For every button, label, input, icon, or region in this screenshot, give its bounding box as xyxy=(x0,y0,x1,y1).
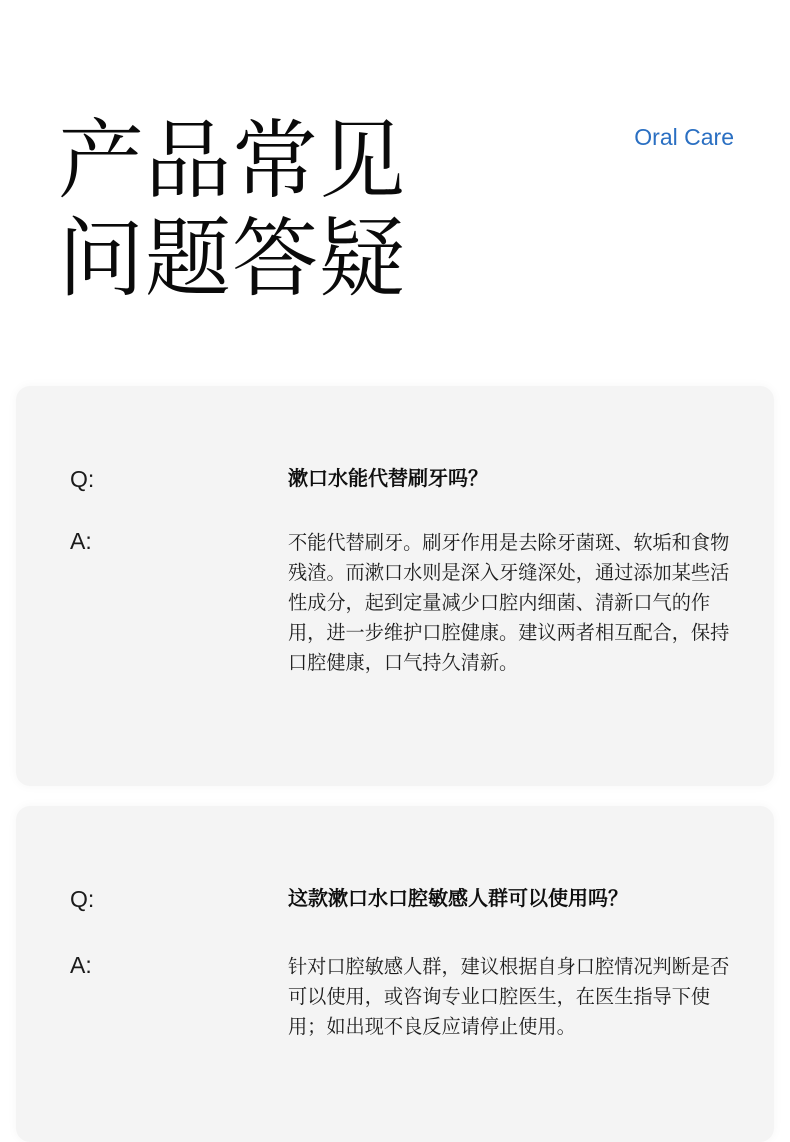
faq-card-1 xyxy=(16,386,774,786)
brand-label: Oral Care xyxy=(634,124,734,150)
answer-text: 不能代替刷牙。刷牙作用是去除牙菌斑、软垢和食物残渣。而漱口水则是深入牙缝深处，通过添加某些活性成分，起到定量减少口腔内细菌、清新口气的作用，进一步维护口腔健康。建议两者相互配合，保持口腔健康，口气持久清新。 xyxy=(288,531,730,674)
question-marker: Q: xyxy=(70,886,95,912)
question-text: 这款漱口水口腔敏感人群可以使用吗？ xyxy=(288,886,628,910)
page-title xyxy=(58,112,406,308)
faq-card-2 xyxy=(16,806,774,1142)
page-title-line-2: 问题答疑 xyxy=(58,209,406,309)
answer-text: 针对口腔敏感人群，建议根据自身口腔情况判断是否可以使用，或咨询专业口腔医生，在医生指导下使用；如出现不良反应请停止使用。 xyxy=(288,955,730,1038)
answer-marker: A: xyxy=(70,528,92,554)
page-title-line-1: 产品常见 xyxy=(58,111,406,211)
question-marker: Q: xyxy=(70,466,95,492)
answer-marker: A: xyxy=(70,952,92,978)
question-text: 漱口水能代替刷牙吗？ xyxy=(288,466,488,490)
